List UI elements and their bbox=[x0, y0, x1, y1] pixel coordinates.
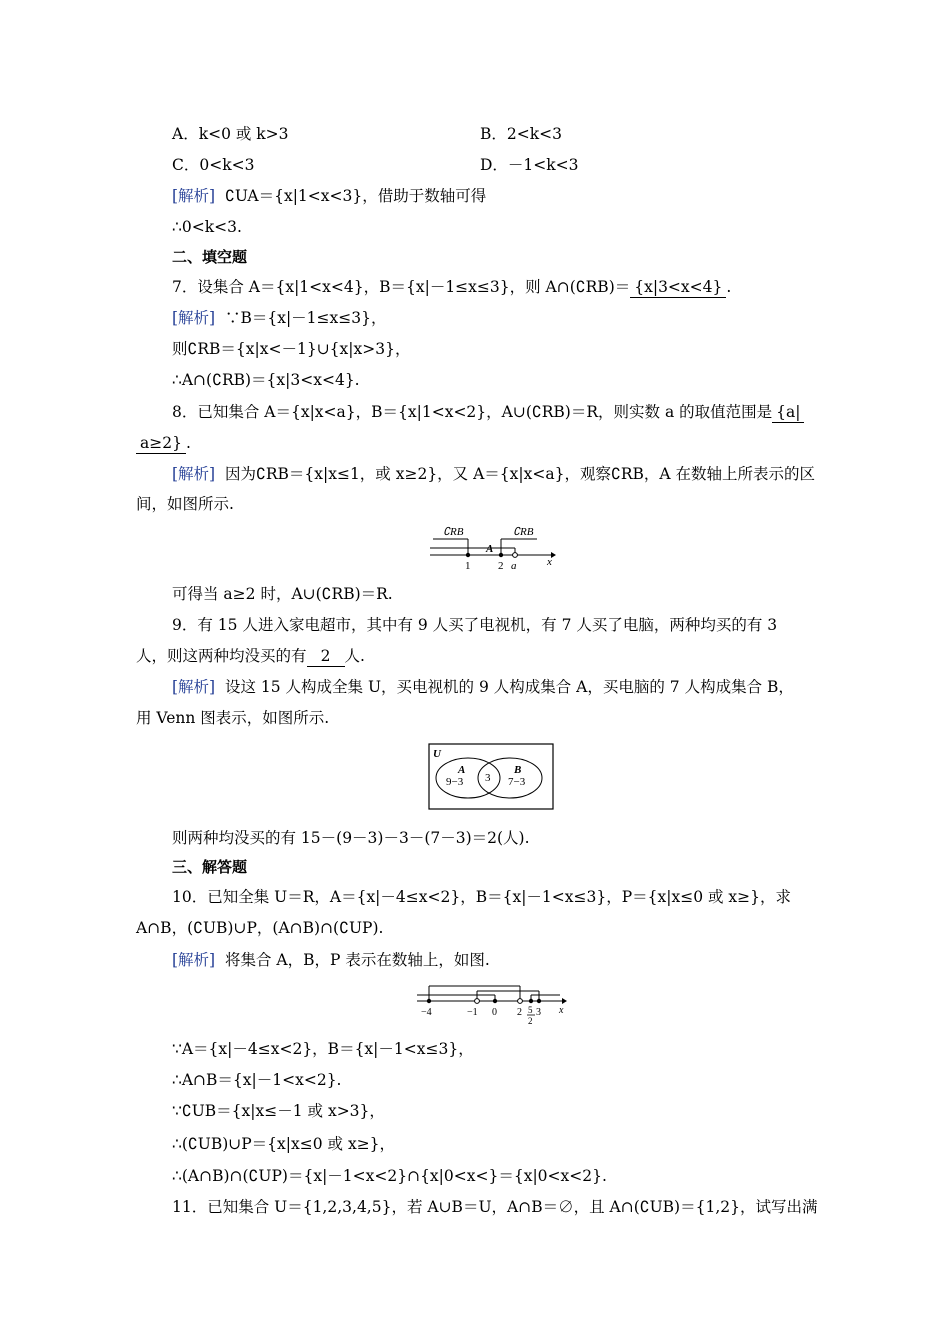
q8-number-line-figure bbox=[425, 522, 560, 572]
tick-neg1: −1 bbox=[467, 1007, 478, 1018]
venn-b-label: B bbox=[514, 764, 522, 776]
q7-answer: {x|3<x<4} bbox=[630, 277, 726, 298]
option-c: C．0<k<3 bbox=[172, 156, 255, 174]
q10-step-5: ∴(A∩B)∩(∁UP)＝{x|－1<x<2}∩{x|0<x<}＝{x|0<x<2}. bbox=[172, 1167, 607, 1185]
option-a: A．k<0 或 k>3 bbox=[172, 125, 289, 143]
venn-u-label: U bbox=[433, 748, 441, 760]
q8-stem-cont: a≥2} . bbox=[136, 433, 816, 454]
axis-x: x bbox=[547, 556, 552, 568]
q6-analysis: [解析] ∁UA＝{x|1<x<3}，借助于数轴可得 bbox=[172, 187, 487, 205]
q8-stem: 8．已知集合 A＝{x|x<a}，B＝{x|1<x<2}，A∪(∁RB)＝R，则实数 a 的取值范围是 {a| bbox=[172, 402, 852, 423]
analysis-tag: [解析] bbox=[172, 678, 216, 696]
q10-number-line-figure bbox=[415, 980, 575, 1032]
section-heading-solve: 三、解答题 bbox=[172, 858, 248, 876]
tick-2: 2 bbox=[498, 560, 504, 572]
tick-1: 1 bbox=[465, 560, 471, 572]
q10-analysis-0: [解析] 将集合 A，B，P 表示在数轴上，如图. bbox=[172, 951, 490, 969]
analysis-tag: [解析] bbox=[172, 187, 216, 205]
tick-0: 0 bbox=[492, 1007, 497, 1018]
q10-step-2: ∴A∩B＝{x|－1<x<2}. bbox=[172, 1071, 342, 1089]
q10-stem-1: 10．已知全集 U＝R，A＝{x|－4≤x<2}，B＝{x|－1<x≤3}，P＝{x|x≤0 或 x≥}，求 bbox=[172, 888, 792, 906]
tick-2: 2 bbox=[517, 1007, 522, 1018]
q10-step-4: ∴(∁UB)∪P＝{x|x≤0 或 x≥}， bbox=[172, 1135, 396, 1153]
q9-analysis-2: 用 Venn 图表示，如图所示. bbox=[136, 709, 330, 727]
q11-stem-1: 11．已知集合 U＝{1,2,3,4,5}，若 A∪B＝U，A∩B＝∅，且 A∩(∁UB)＝{1,2}，试写出满 bbox=[172, 1198, 818, 1216]
section-heading-fill: 二、填空题 bbox=[172, 248, 248, 266]
axis-x: x bbox=[559, 1005, 564, 1016]
tick-a: a bbox=[511, 560, 517, 572]
q9-stem-2: 人，则这两种均没买的有 2 人. bbox=[136, 647, 365, 665]
q8-analysis-1: [解析] 因为∁RB＝{x|x≤1，或 x≥2}，又 A＝{x|x<a}，观察∁RB，A 在数轴上所表示的区 bbox=[172, 465, 816, 483]
tick-neg4: −4 bbox=[421, 1007, 432, 1018]
q7-analysis-2: 则∁RB＝{x|x<－1}∪{x|x>3}， bbox=[172, 340, 411, 358]
tick-3: 3 bbox=[536, 1007, 541, 1018]
q8-conclusion: 可得当 a≥2 时，A∪(∁RB)＝R. bbox=[172, 585, 393, 603]
q10-step-3: ∵∁UB＝{x|x≤－1 或 x>3}， bbox=[172, 1102, 385, 1120]
a-label: A bbox=[486, 543, 494, 555]
venn-a-label: A bbox=[458, 764, 466, 776]
q7-stem: 7．设集合 A＝{x|1<x<4}，B＝{x|－1≤x≤3}，则 A∩(∁RB)＝ {x|3<x<4} . bbox=[172, 278, 732, 296]
q7-analysis-1: [解析] ∵B＝{x|－1≤x≤3}， bbox=[172, 309, 387, 327]
q10-stem-2: A∩B，(∁UB)∪P，(A∩B)∩(∁UP). bbox=[136, 919, 384, 937]
venn-diagram bbox=[428, 743, 555, 811]
q7-analysis-3: ∴A∩(∁RB)＝{x|3<x<4}. bbox=[172, 371, 360, 389]
analysis-tag: [解析] bbox=[172, 465, 216, 483]
q10-step-1: ∵A＝{x|－4≤x<2}，B＝{x|－1<x≤3}， bbox=[172, 1040, 474, 1058]
cb-right-label: ∁RB bbox=[513, 526, 534, 538]
q8-analysis-2: 间，如图所示. bbox=[136, 495, 234, 513]
q6-result: ∴0<k<3. bbox=[172, 218, 242, 236]
venn-intersection: 3 bbox=[485, 772, 491, 784]
analysis-tag: [解析] bbox=[172, 309, 216, 327]
q9-answer: 2 bbox=[307, 646, 345, 667]
cb-left-label: ∁RB bbox=[443, 526, 464, 538]
tick-5-den: 2 bbox=[528, 1016, 533, 1026]
option-d: D．－1<k<3 bbox=[480, 156, 579, 174]
analysis-tag: [解析] bbox=[172, 951, 216, 969]
option-b: B．2<k<3 bbox=[480, 125, 562, 143]
q9-conclusion: 则两种均没买的有 15－(9－3)－3－(7－3)＝2(人). bbox=[172, 829, 530, 847]
q9-analysis-1: [解析] 设这 15 人构成全集 U，买电视机的 9 人构成集合 A，买电脑的 7 人构成集合 B， bbox=[172, 678, 794, 696]
tick-5-num: 5 bbox=[528, 1005, 533, 1015]
q9-stem-1: 9．有 15 人进入家电超市，其中有 9 人买了电视机，有 7 人买了电脑，两种均买的有 3 bbox=[172, 616, 778, 634]
q8-answer-part2: a≥2} bbox=[136, 433, 186, 454]
venn-a-value: 9−3 bbox=[446, 776, 464, 788]
venn-b-value: 7−3 bbox=[508, 776, 526, 788]
q8-answer-part1: {a| bbox=[772, 402, 804, 423]
